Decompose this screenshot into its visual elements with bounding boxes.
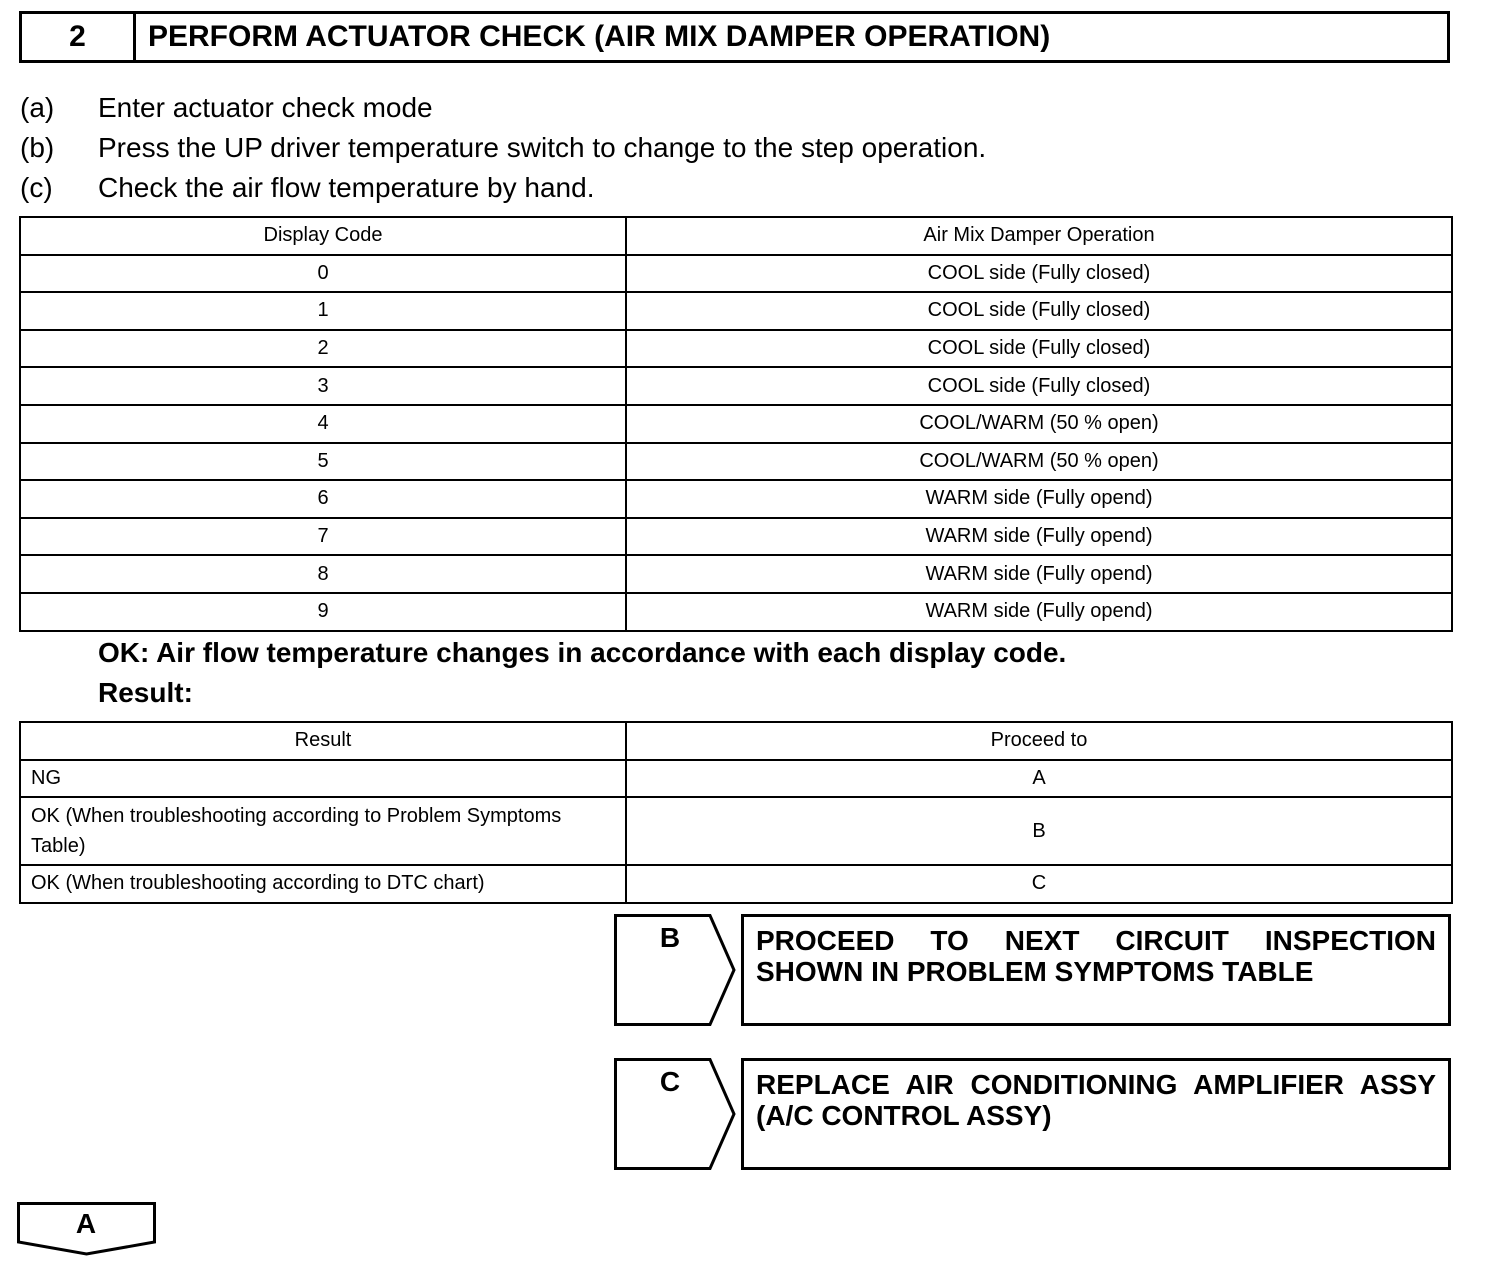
- result-label: Result:: [98, 677, 193, 708]
- table-row: [20, 255, 1452, 293]
- instruction-text: Press the UP driver temperature switch to change to the step operation.: [98, 132, 987, 163]
- table-row: [20, 865, 1452, 903]
- table-row: [20, 292, 1452, 330]
- branch-letter: C: [659, 1066, 681, 1097]
- result-cell: OK (When troubleshooting according to Problem Symptoms Table): [20, 797, 626, 865]
- instruction-text: Check the air flow temperature by hand.: [98, 172, 595, 203]
- instruction-item: [20, 91, 433, 125]
- proceed-to-cell: A: [626, 760, 1452, 798]
- table-row: [20, 443, 1452, 481]
- display-code-cell: 6: [20, 480, 626, 518]
- branch-b-arrow: [614, 914, 736, 1026]
- next-step-letter: A: [75, 1208, 97, 1239]
- table-header-row: [20, 217, 1452, 255]
- column-header: Air Mix Damper Operation: [626, 217, 1452, 255]
- table-row: [20, 330, 1452, 368]
- column-header: Proceed to: [626, 722, 1452, 760]
- table-header-row: [20, 722, 1452, 760]
- table-row: [20, 593, 1452, 631]
- display-code-table: [19, 216, 1453, 632]
- table-row: [20, 797, 1452, 865]
- display-code-cell: 9: [20, 593, 626, 631]
- damper-operation-cell: WARM side (Fully opend): [626, 555, 1452, 593]
- table-row: [20, 405, 1452, 443]
- table-row: [20, 518, 1452, 556]
- display-code-cell: 1: [20, 292, 626, 330]
- instruction-text: Enter actuator check mode: [98, 92, 433, 123]
- damper-operation-cell: WARM side (Fully opend): [626, 518, 1452, 556]
- display-code-cell: 3: [20, 367, 626, 405]
- proceed-to-cell: B: [626, 797, 1452, 865]
- ok-criteria: OK: Air flow temperature changes in accordance with each display code.: [98, 637, 1067, 668]
- display-code-cell: 8: [20, 555, 626, 593]
- damper-operation-cell: WARM side (Fully opend): [626, 593, 1452, 631]
- result-cell: OK (When troubleshooting according to DTC chart): [20, 865, 626, 903]
- proceed-to-cell: C: [626, 865, 1452, 903]
- table-row: [20, 555, 1452, 593]
- result-table: [19, 721, 1453, 904]
- branch-b-action: PROCEED TO NEXT CIRCUIT INSPECTION SHOWN IN PROBLEM SYMPTOMS TABLE: [741, 914, 1451, 1026]
- damper-operation-cell: COOL side (Fully closed): [626, 255, 1452, 293]
- table-row: [20, 480, 1452, 518]
- step-header: [19, 11, 1450, 63]
- branch-c-action: REPLACE AIR CONDITIONING AMPLIFIER ASSY (A/C CONTROL ASSY): [741, 1058, 1451, 1170]
- instruction-item: [20, 171, 594, 205]
- display-code-cell: 4: [20, 405, 626, 443]
- damper-operation-cell: WARM side (Fully opend): [626, 480, 1452, 518]
- step-title: PERFORM ACTUATOR CHECK (AIR MIX DAMPER OPERATION): [148, 20, 1051, 53]
- instruction-label: (a): [20, 92, 55, 123]
- damper-operation-cell: COOL/WARM (50 % open): [626, 443, 1452, 481]
- damper-operation-cell: COOL side (Fully closed): [626, 367, 1452, 405]
- branch-c-arrow: [614, 1058, 736, 1170]
- damper-operation-cell: COOL side (Fully closed): [626, 292, 1452, 330]
- instruction-label: (b): [20, 132, 55, 163]
- step-number: 2: [22, 14, 136, 60]
- column-header: Result: [20, 722, 626, 760]
- result-cell: NG: [20, 760, 626, 798]
- display-code-cell: 0: [20, 255, 626, 293]
- instruction-item: [20, 131, 986, 165]
- damper-operation-cell: COOL side (Fully closed): [626, 330, 1452, 368]
- display-code-cell: 7: [20, 518, 626, 556]
- instruction-label: (c): [20, 172, 53, 203]
- display-code-cell: 5: [20, 443, 626, 481]
- display-code-cell: 2: [20, 330, 626, 368]
- column-header: Display Code: [20, 217, 626, 255]
- next-step-a: [17, 1202, 157, 1256]
- branch-letter: B: [659, 922, 681, 953]
- table-row: [20, 367, 1452, 405]
- table-row: [20, 760, 1452, 798]
- damper-operation-cell: COOL/WARM (50 % open): [626, 405, 1452, 443]
